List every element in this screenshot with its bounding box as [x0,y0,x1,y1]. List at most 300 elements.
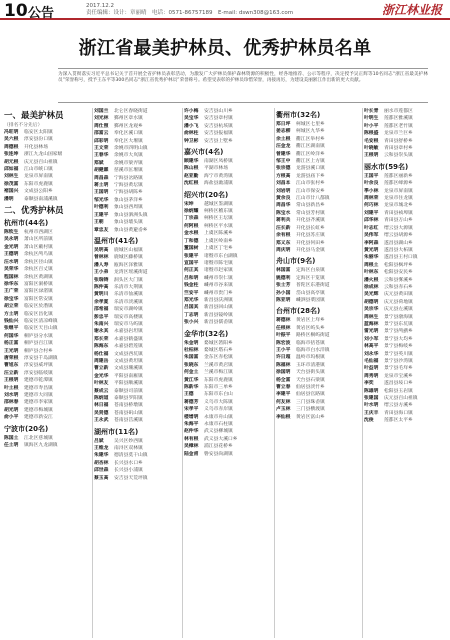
ranger-unit: 萧山区所前镇 [24,237,53,243]
ranger-entry [94,321,182,328]
city-heading: 湖州市(11名) [94,427,139,436]
ranger-unit: 宁海县黄坛镇 [114,183,143,189]
ranger-unit: 永康市石柱镇 [204,422,233,428]
ranger-unit: 遂昌县垵口乡 [384,381,413,387]
ranger-entry [276,202,362,209]
ranger-entry [94,299,182,306]
ranger-unit: 庆元县黄田镇 [384,292,413,298]
ranger-unit: 三门县珠岙镇 [296,399,325,405]
column-divider [362,108,363,638]
ranger-unit: 富阳区常安镇 [24,296,53,302]
ranger-name: 何阿根 [184,223,199,229]
ranger-name: 汪立新 [4,370,19,376]
section-heading: 二、优秀护林员 [4,206,64,217]
ranger-unit: 莲都区老竹镇 [384,123,413,129]
ranger-name: 邱世森 [94,468,109,474]
ranger-unit: 莲都区太平乡 [384,418,413,424]
ranger-entry [4,288,92,295]
ranger-unit: 淳安县临岐镇 [24,370,53,376]
ranger-entry [364,410,448,417]
ranger-entry [364,240,448,247]
ranger-unit: 象山县西周镇 [114,205,143,211]
ranger-entry [184,138,274,145]
ranger-entry [276,282,362,289]
ranger-entry [4,196,92,203]
ranger-unit: 临海市括苍镇 [296,340,325,346]
ranger-name: 张小兴 [184,320,199,326]
ranger-entry [94,108,182,115]
ranger-unit: 象山县茅洋乡 [114,197,143,203]
ranger-name: 徐茂富 [4,181,19,187]
ranger-unit: 柯城区九华乡 [296,129,325,135]
ranger-name: 刘永华 [364,351,379,357]
ranger-name: 张建平 [184,253,199,259]
ranger-name: 许日超 [276,355,291,361]
ranger-name: 朱丽华 [364,255,379,261]
ranger-name: 张瑞铸 [94,277,109,283]
ranger-entry [364,138,448,145]
ranger-entry [4,296,92,303]
ranger-entry [4,229,92,236]
ranger-entry [184,312,274,319]
city-heading: 金华市(32名) [184,329,229,338]
ranger-entry [276,188,362,195]
ranger-unit: 瑞安市湖岭镇 [114,307,143,313]
ranger-entry [4,348,92,355]
ranger-entry [184,282,274,289]
ranger-entry [94,167,182,174]
ranger-entry [184,290,274,297]
ranger-entry [94,358,182,365]
ranger-unit: 瑞安市高楼镇 [114,314,143,320]
ranger-name: 吴光辉 [364,292,379,298]
ranger-entry [276,136,362,143]
ranger-name: 刘昌本 [276,181,291,187]
ranger-name: 曾建华 [276,151,291,157]
city-heading: 衢州市(32名) [276,111,321,119]
ranger-unit: 安吉县报福镇 [204,131,233,137]
ranger-name: 谢永其 [94,329,109,335]
ranger-name: 叶益明 [364,366,379,372]
ranger-unit: 开化县齐溪镇 [296,218,325,224]
ranger-entry [94,291,182,298]
ranger-unit: 庆元县百山祖镇 [24,159,58,165]
ranger-entry [184,245,274,252]
ranger-name: 余土根 [276,136,291,142]
ranger-entry [4,340,92,347]
ranger-name: 叶小平 [364,123,379,129]
ranger-entry [184,180,274,187]
ranger-entry [184,260,274,267]
ranger-entry [94,410,182,417]
column-3 [184,108,274,638]
ranger-unit: 开化县苏庄镇 [296,233,325,239]
ranger-entry [276,128,362,135]
ranger-unit: 萧山区戴村镇 [24,244,53,250]
ranger-unit: 上虞区岭南乡 [204,238,233,244]
ranger-unit: 柯桥区王坛镇 [204,216,233,222]
intro-top-rule [58,68,428,69]
ranger-entry [184,253,274,260]
ranger-unit: 永嘉县碧莲镇 [114,344,143,350]
ranger-name: 周庆明 [276,247,291,253]
ranger-name: 王广荣 [4,289,19,295]
ranger-name: 刘建平 [364,210,379,216]
ranger-name: 张继平 [4,326,19,332]
ranger-entry [94,314,182,321]
ranger-entry [94,402,182,409]
ranger-name: 顾建华 [184,159,199,165]
ranger-name: 程国林 [4,274,19,280]
ranger-entry [276,173,362,180]
ranger-unit: 遂昌县湖山乡 [384,240,413,246]
ranger-name: 李仙根 [276,414,291,420]
ranger-unit: 象山县黄避岙乡 [114,227,148,233]
ranger-unit: 建德市寿昌镇 [24,385,53,391]
ranger-name: 叶水明 [364,403,379,409]
ranger-name: 汪金龙 [276,144,291,150]
ranger-entry [364,225,448,232]
ranger-entry [184,384,274,391]
ranger-name: 叶土根 [4,385,19,391]
ranger-unit: 新昌县回山镇 [204,305,233,311]
ranger-unit: 镇海区九龙湖镇 [24,443,58,449]
ranger-name: 卢玉林 [276,407,291,413]
page-header [0,0,450,20]
ranger-entry [184,421,274,428]
ranger-unit: 龙湾区瑶溪街道 [114,270,148,276]
ranger-unit: 东阳市虎鹿镇 [24,181,53,187]
ranger-name: 邱彩明 [94,138,109,144]
ranger-unit: 浙江九龙山国家级 [24,152,63,158]
ranger-entry [4,377,92,384]
ranger-name: 陈亚明 [276,297,291,303]
ranger-unit: 庆元县百山祖镇 [384,396,418,402]
ranger-entry [184,275,274,282]
ranger-entry [4,435,92,442]
ranger-unit: 建德市李家镇 [24,400,53,406]
ranger-unit: 东阳市东白山 [204,392,233,398]
ranger-unit: 浦江县花桥乡 [204,444,233,450]
ranger-unit: 桐庐县百江镇 [24,341,53,347]
ranger-entry [184,377,274,384]
ranger-name: 方根高 [276,173,291,179]
ranger-unit: 柯城区七里乡 [296,122,325,127]
ranger-name: 朱国富 [184,355,199,361]
ranger-unit: 桐庐县分水镇 [24,333,53,339]
ranger-name: 王根明 [4,378,19,384]
ranger-name: 王建平 [94,212,109,218]
ranger-name: 曹立春 [276,385,291,390]
ranger-entry [276,384,362,391]
ranger-unit: 黄岩区屿头乡 [296,325,325,331]
ranger-entry [364,210,448,217]
ranger-entry [94,160,182,167]
ranger-entry [94,388,182,395]
section-note: （排名不分先后） [4,123,43,128]
ranger-unit: 衢江区湖南镇 [296,144,325,150]
ranger-entry [364,188,448,195]
ranger-entry [276,290,362,297]
ranger-name: 杜柏林 [184,347,199,353]
page-title: 浙江省最美护林员、优秀护林员名单 [78,38,372,59]
ranger-name: 何友林 [276,399,291,405]
ranger-name: 叶晓敏 [364,146,379,152]
ranger-entry [276,247,362,254]
ranger-unit: 柯桥区平水镇 [204,223,233,229]
ranger-entry [184,223,274,230]
ranger-entry [276,399,362,406]
ranger-unit: 安吉县上墅乡 [204,138,233,144]
ranger-name: 邵林春 [4,400,19,406]
ranger-entry [276,332,362,339]
ranger-name: 朱建华 [94,453,109,459]
ranger-name: 刘小军 [364,336,379,342]
ranger-entry [364,202,448,209]
ranger-unit: 景宁县英川镇 [384,351,413,357]
ranger-name: 邹光华 [94,197,109,203]
ranger-name: 曹旭东 [4,363,19,369]
ranger-unit: 定海区白泉镇 [296,268,325,274]
ranger-entry [364,254,448,261]
ranger-name: 蒋土明 [94,183,109,189]
ranger-name: 宣国平 [184,260,199,266]
ranger-entry [276,317,362,324]
ranger-unit: 金东区赤松镇 [204,355,233,361]
ranger-unit: 象山县墙头镇 [114,220,143,226]
ranger-entry [364,321,448,328]
ranger-entry [94,460,182,467]
ranger-name: 叶德利 [94,205,109,211]
ranger-unit: 缙云县方溪乡 [384,403,413,409]
ranger-name: 蒋利兵 [276,218,291,224]
ranger-name: 王庆丰 [364,410,379,416]
ranger-entry [94,336,182,343]
page-number: 10 [4,1,28,21]
ranger-entry [94,395,182,402]
ranger-unit: 景宁县沙湾镇 [384,359,413,364]
ranger-unit: 青田县章村乡 [384,146,413,152]
ranger-unit: 定海区干览镇 [296,275,325,281]
ranger-unit: 景宁县梅岐乡 [384,344,413,350]
ranger-name: 吴六根 [4,137,19,143]
ranger-unit: 云和县崇头镇 [384,153,413,159]
ranger-entry [276,232,362,239]
ranger-unit: 江山市张村乡 [296,181,325,187]
ranger-unit: 庆元县左溪镇 [384,307,413,313]
ranger-name: 刘水明 [4,393,19,398]
ranger-unit: 嵊州市崇仁镇 [204,275,233,281]
ranger-entry [94,467,182,474]
ranger-unit: 武义县柳城镇 [204,429,233,435]
ranger-entry [4,325,92,332]
ranger-entry [364,123,448,130]
ranger-entry [276,158,362,165]
ranger-unit: 龙游县庙下乡 [296,173,325,179]
ranger-name: 丁志明 [184,312,199,318]
ranger-unit: 莲都区丽新乡 [384,173,413,179]
ranger-unit: 嵊州市贵门乡 [204,290,233,296]
ranger-name: 陈根盛 [364,131,379,137]
ranger-entry [4,303,92,310]
ranger-name: 姜志柳 [276,129,291,135]
ranger-entry [4,251,92,258]
ranger-entry [4,311,92,318]
ranger-name: 胡杏林 [94,460,109,466]
ranger-entry [94,351,182,358]
ranger-entry [94,123,182,130]
ranger-entry [184,406,274,413]
ranger-name: 叶林友 [94,381,109,387]
ranger-entry [4,414,92,421]
ranger-name: 雷光明 [364,329,379,335]
ranger-entry [4,266,92,273]
ranger-entry [276,217,362,224]
ranger-entry [4,151,92,158]
ranger-entry [184,238,274,245]
ranger-name: 杨正富 [4,341,19,347]
ranger-entry [184,123,274,130]
ranger-entry [276,165,362,172]
ranger-entry [4,355,92,362]
ranger-entry [4,370,92,377]
ranger-unit: 景宁县毛垟乡 [384,366,413,372]
ranger-entry [184,215,274,222]
ranger-name: 沈俊 [364,418,374,424]
ranger-name: 周昌森 [94,175,109,181]
ranger-entry [276,240,362,247]
ranger-name: 林高平 [364,344,379,350]
ranger-name: 邵富云 [94,131,109,137]
ranger-name: 蔡玉高 [94,475,109,481]
ranger-entry [364,336,448,343]
ranger-unit: 上虞区丁宅乡 [204,246,233,252]
ranger-entry [94,197,182,204]
ranger-entry [94,189,182,196]
ranger-unit: 丽水市莲都区 [384,109,413,114]
ranger-unit: 海宁市黄湾镇 [204,173,233,179]
ranger-name: 叶余良 [364,181,379,187]
ranger-name: 吴贤德 [94,410,109,416]
ranger-entry [276,225,362,232]
ranger-entry [94,475,182,482]
ranger-name: 徐成林 [364,284,379,290]
ranger-unit: 苍南县矾山镇 [114,410,143,416]
ranger-unit: 奉化区大堰镇 [114,138,143,144]
ranger-name: 余孝夏 [94,299,109,305]
ranger-name: 钟卫彬 [184,138,199,144]
ranger-entry [184,347,274,354]
ranger-name: 余有根 [276,233,291,239]
city-heading: 温州市(41名) [94,236,139,245]
ranger-name: 蒋德林 [276,318,291,324]
ranger-unit: 路桥区桐屿街道 [296,333,330,339]
ranger-unit: 新昌县镜岭镇 [204,312,233,318]
ranger-name: 陈雄明 [364,388,379,394]
ranger-name: 李奕 [364,381,374,387]
ranger-unit: 岱山县高亭镇 [296,290,325,296]
ranger-unit: 缙云县大源镇 [384,225,413,231]
ranger-entry [276,267,362,274]
ranger-name: 竺安平 [184,290,199,296]
ranger-name: 王文荣 [94,146,109,152]
ranger-name: 叶长青 [364,109,379,114]
ranger-name: 孙小国 [276,290,291,296]
ranger-entry [184,130,274,137]
city-heading: 嘉兴市(4名) [184,148,224,157]
ranger-entry [184,369,274,376]
ranger-name: 蔡成云 [94,388,109,394]
ranger-entry [94,445,182,452]
ranger-unit: 龙泉市屏南镇 [384,188,413,194]
ranger-name: 张士芳 [276,283,291,289]
ranger-unit: 瑞安市马屿镇 [114,321,143,327]
ranger-name: 金水根 [184,231,199,237]
ranger-entry [4,407,92,414]
ranger-unit: 义乌市大陈镇 [204,399,233,405]
ranger-entry [184,354,274,361]
ranger-entry [184,267,274,274]
ranger-unit: 桐庐县合村乡 [24,348,53,354]
ranger-unit: 苍南县莒溪镇 [114,418,143,424]
ranger-entry [94,373,182,380]
ranger-entry [4,129,92,136]
ranger-name: 钱金柱 [184,283,199,289]
ranger-name: 张宗德 [276,166,291,172]
ranger-entry [364,180,448,187]
ranger-entry [94,269,182,276]
ranger-unit: 诸暨市东白湖镇 [204,253,238,259]
ranger-name: 吴荣华 [4,267,19,273]
ranger-name: 蒋德芳 [184,399,199,405]
city-heading: 台州市(28名) [276,307,321,316]
ranger-unit: 景宁县东坑镇 [384,321,413,327]
ranger-unit: 龙泉市住龙镇 [384,196,413,202]
ranger-unit: 义乌市赤岸镇 [204,407,233,413]
ranger-name: 王小弟 [94,270,109,276]
ranger-unit: 柯桥区稽东镇 [204,209,233,215]
ranger-entry [364,130,448,137]
ranger-entry [184,362,274,369]
ranger-name: 黄明川 [94,292,109,298]
ranger-entry [94,284,182,291]
ranger-name: 王春华 [94,153,109,159]
ranger-name: 周林生 [364,314,379,320]
ranger-unit: 余杭区鸬鸟镇 [24,252,53,258]
ranger-unit: 淳安县千岛湖镇 [24,355,58,361]
ranger-entry [184,436,274,443]
ranger-unit: 余杭区百丈镇 [24,267,53,273]
ranger-unit: 磐安县尚湖镇 [204,451,233,457]
ranger-unit: 常山县新昌乡 [296,203,325,209]
ranger-entry [4,259,92,266]
ranger-entry [184,108,274,115]
ranger-entry [4,318,92,325]
ranger-name: 王朝 [94,220,104,226]
ranger-entry [94,277,182,284]
ranger-unit: 开化县林场 [24,144,48,150]
ranger-unit: 南湖区凤桥镇 [204,159,233,165]
ranger-name: 胡立荣 [4,304,19,310]
ranger-name: 叶明生 [364,116,379,122]
ranger-name: 何巧林 [364,203,379,209]
ranger-unit: 海盐县澉浦镇 [204,181,233,187]
ranger-name: 张晓东 [184,362,199,368]
ranger-name: 褚国兴 [4,189,19,195]
ranger-unit: 景宁县大均乡 [384,336,413,342]
ranger-entry [364,343,448,350]
ranger-unit: 淳安县威坪镇 [24,363,53,369]
